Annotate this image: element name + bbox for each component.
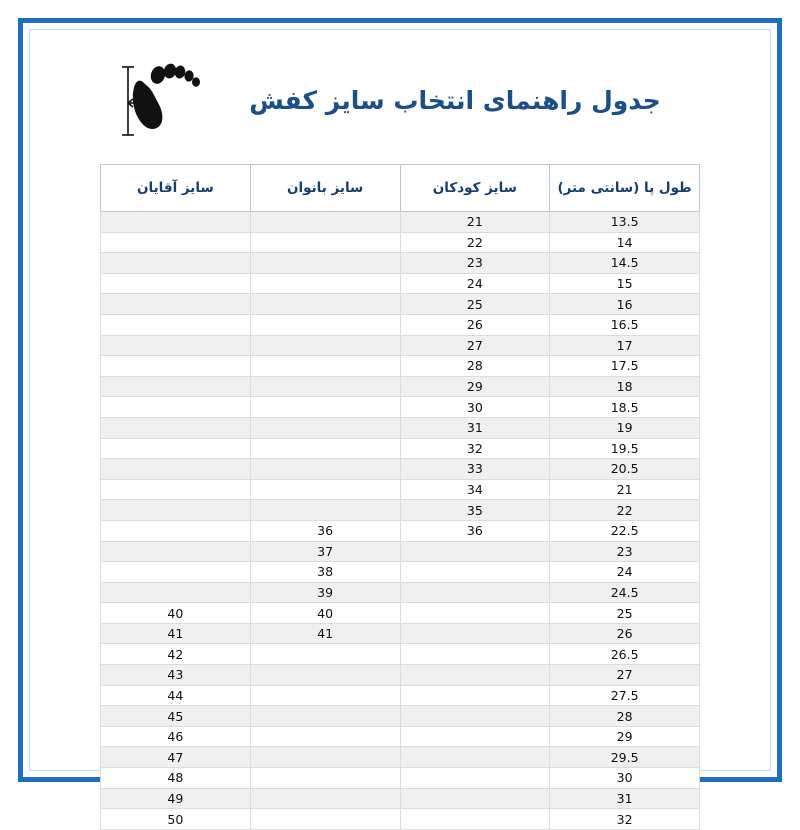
cell-men-size <box>101 520 251 541</box>
cell-men-size <box>101 562 251 583</box>
table-row <box>101 788 700 809</box>
cell-women-size <box>250 294 400 315</box>
cell-kids-size: 27 <box>400 335 550 356</box>
cell-men-size <box>101 417 251 438</box>
cell-men-size: 41 <box>101 623 251 644</box>
cell-kids-size <box>400 685 550 706</box>
column-header-women-size: سایز بانوان <box>250 165 400 212</box>
table-row <box>101 809 700 830</box>
cell-women-size <box>250 253 400 274</box>
cell-foot-length: 18.5 <box>550 397 700 418</box>
cell-kids-size <box>400 623 550 644</box>
table-row <box>101 665 700 686</box>
cell-kids-size: 32 <box>400 438 550 459</box>
cell-foot-length: 15 <box>550 273 700 294</box>
cell-kids-size <box>400 562 550 583</box>
cell-women-size <box>250 438 400 459</box>
document-header <box>100 40 700 160</box>
cell-men-size <box>101 582 251 603</box>
cell-women-size <box>250 747 400 768</box>
cell-women-size <box>250 479 400 500</box>
cell-foot-length: 27.5 <box>550 685 700 706</box>
cell-foot-length: 14 <box>550 232 700 253</box>
cell-foot-length: 26.5 <box>550 644 700 665</box>
cell-men-size: 46 <box>101 726 251 747</box>
cell-men-size <box>101 253 251 274</box>
document-content <box>30 30 770 827</box>
table-row <box>101 232 700 253</box>
cell-kids-size: 24 <box>400 273 550 294</box>
cell-kids-size <box>400 582 550 603</box>
table-row <box>101 212 700 233</box>
cell-foot-length: 26 <box>550 623 700 644</box>
cell-kids-size: 29 <box>400 376 550 397</box>
cell-kids-size <box>400 541 550 562</box>
cell-women-size <box>250 768 400 789</box>
cell-foot-length: 13.5 <box>550 212 700 233</box>
table-row <box>101 459 700 480</box>
cell-foot-length: 29.5 <box>550 747 700 768</box>
cell-men-size <box>101 294 251 315</box>
cell-foot-length: 19.5 <box>550 438 700 459</box>
table-row <box>101 500 700 521</box>
cell-kids-size: 25 <box>400 294 550 315</box>
table-header <box>101 165 700 212</box>
column-header-foot-length: طول پا (سانتی متر) <box>550 165 700 212</box>
cell-women-size <box>250 685 400 706</box>
cell-women-size <box>250 665 400 686</box>
cell-men-size: 50 <box>101 809 251 830</box>
cell-kids-size <box>400 726 550 747</box>
cell-men-size: 45 <box>101 706 251 727</box>
table-row <box>101 335 700 356</box>
cell-kids-size: 23 <box>400 253 550 274</box>
cell-foot-length: 24.5 <box>550 582 700 603</box>
cell-men-size <box>101 212 251 233</box>
table-row <box>101 294 700 315</box>
cell-kids-size <box>400 788 550 809</box>
cell-women-size <box>250 809 400 830</box>
table-row <box>101 253 700 274</box>
cell-men-size: 48 <box>101 768 251 789</box>
cell-men-size: 49 <box>101 788 251 809</box>
cell-foot-length: 25 <box>550 603 700 624</box>
cell-foot-length: 28 <box>550 706 700 727</box>
cell-women-size: 39 <box>250 582 400 603</box>
table-row <box>101 768 700 789</box>
cell-foot-length: 19 <box>550 417 700 438</box>
cell-foot-length: 27 <box>550 665 700 686</box>
cell-kids-size: 22 <box>400 232 550 253</box>
cell-women-size <box>250 726 400 747</box>
cell-foot-length: 31 <box>550 788 700 809</box>
cell-men-size: 44 <box>101 685 251 706</box>
cell-women-size <box>250 644 400 665</box>
column-header-kids-size: سایز کودکان <box>400 165 550 212</box>
cell-foot-length: 21 <box>550 479 700 500</box>
cell-women-size: 41 <box>250 623 400 644</box>
decorative-outer-border <box>18 18 782 827</box>
table-row <box>101 479 700 500</box>
cell-women-size <box>250 335 400 356</box>
cell-women-size: 37 <box>250 541 400 562</box>
decorative-inner-border <box>29 29 771 827</box>
cell-women-size <box>250 459 400 480</box>
cell-men-size <box>101 273 251 294</box>
cell-foot-length: 17.5 <box>550 356 700 377</box>
cell-women-size <box>250 356 400 377</box>
cell-foot-length: 32 <box>550 809 700 830</box>
table-row <box>101 706 700 727</box>
cell-men-size: 40 <box>101 603 251 624</box>
cell-women-size <box>250 397 400 418</box>
footprint-icon <box>100 45 210 155</box>
table-row <box>101 520 700 541</box>
table-row <box>101 417 700 438</box>
column-header-men-size: سایز آقایان <box>101 165 251 212</box>
cell-women-size <box>250 706 400 727</box>
table-row <box>101 314 700 335</box>
cell-women-size <box>250 314 400 335</box>
cell-men-size <box>101 438 251 459</box>
cell-women-size <box>250 788 400 809</box>
cell-foot-length: 16.5 <box>550 314 700 335</box>
table-row <box>101 541 700 562</box>
table-body <box>101 212 700 830</box>
cell-foot-length: 14.5 <box>550 253 700 274</box>
cell-men-size <box>101 314 251 335</box>
cell-kids-size <box>400 747 550 768</box>
cell-men-size <box>101 541 251 562</box>
cell-women-size <box>250 376 400 397</box>
table-row <box>101 685 700 706</box>
cell-foot-length: 16 <box>550 294 700 315</box>
cell-women-size <box>250 232 400 253</box>
cell-kids-size: 30 <box>400 397 550 418</box>
cell-men-size <box>101 459 251 480</box>
cell-foot-length: 23 <box>550 541 700 562</box>
cell-foot-length: 24 <box>550 562 700 583</box>
cell-foot-length: 29 <box>550 726 700 747</box>
cell-men-size <box>101 376 251 397</box>
cell-kids-size: 28 <box>400 356 550 377</box>
cell-kids-size <box>400 665 550 686</box>
cell-women-size <box>250 417 400 438</box>
cell-kids-size <box>400 768 550 789</box>
table-row <box>101 644 700 665</box>
table-row <box>101 582 700 603</box>
cell-kids-size: 26 <box>400 314 550 335</box>
cell-women-size: 36 <box>250 520 400 541</box>
cell-men-size <box>101 232 251 253</box>
table-row <box>101 397 700 418</box>
cell-kids-size: 33 <box>400 459 550 480</box>
cell-men-size: 42 <box>101 644 251 665</box>
cell-women-size: 40 <box>250 603 400 624</box>
cell-men-size <box>101 356 251 377</box>
cell-women-size <box>250 500 400 521</box>
cell-women-size <box>250 273 400 294</box>
cell-men-size <box>101 397 251 418</box>
cell-kids-size <box>400 644 550 665</box>
cell-men-size: 43 <box>101 665 251 686</box>
table-row <box>101 273 700 294</box>
table-header-row <box>101 165 700 212</box>
page-title: جدول راهنمای انتخاب سایز کفش <box>249 85 661 115</box>
table-row <box>101 438 700 459</box>
table-row <box>101 623 700 644</box>
cell-kids-size: 34 <box>400 479 550 500</box>
shoe-size-table <box>100 164 700 830</box>
cell-men-size <box>101 500 251 521</box>
cell-kids-size: 31 <box>400 417 550 438</box>
table-row <box>101 747 700 768</box>
cell-foot-length: 20.5 <box>550 459 700 480</box>
cell-men-size <box>101 479 251 500</box>
table-row <box>101 376 700 397</box>
cell-foot-length: 30 <box>550 768 700 789</box>
cell-foot-length: 22.5 <box>550 520 700 541</box>
cell-kids-size <box>400 809 550 830</box>
cell-men-size <box>101 335 251 356</box>
cell-men-size: 47 <box>101 747 251 768</box>
cell-foot-length: 18 <box>550 376 700 397</box>
cell-kids-size <box>400 706 550 727</box>
cell-kids-size: 35 <box>400 500 550 521</box>
cell-women-size <box>250 212 400 233</box>
cell-women-size: 38 <box>250 562 400 583</box>
table-row <box>101 603 700 624</box>
cell-kids-size <box>400 603 550 624</box>
cell-foot-length: 22 <box>550 500 700 521</box>
cell-kids-size: 36 <box>400 520 550 541</box>
table-row <box>101 726 700 747</box>
table-row <box>101 562 700 583</box>
table-row <box>101 356 700 377</box>
cell-foot-length: 17 <box>550 335 700 356</box>
cell-kids-size: 21 <box>400 212 550 233</box>
